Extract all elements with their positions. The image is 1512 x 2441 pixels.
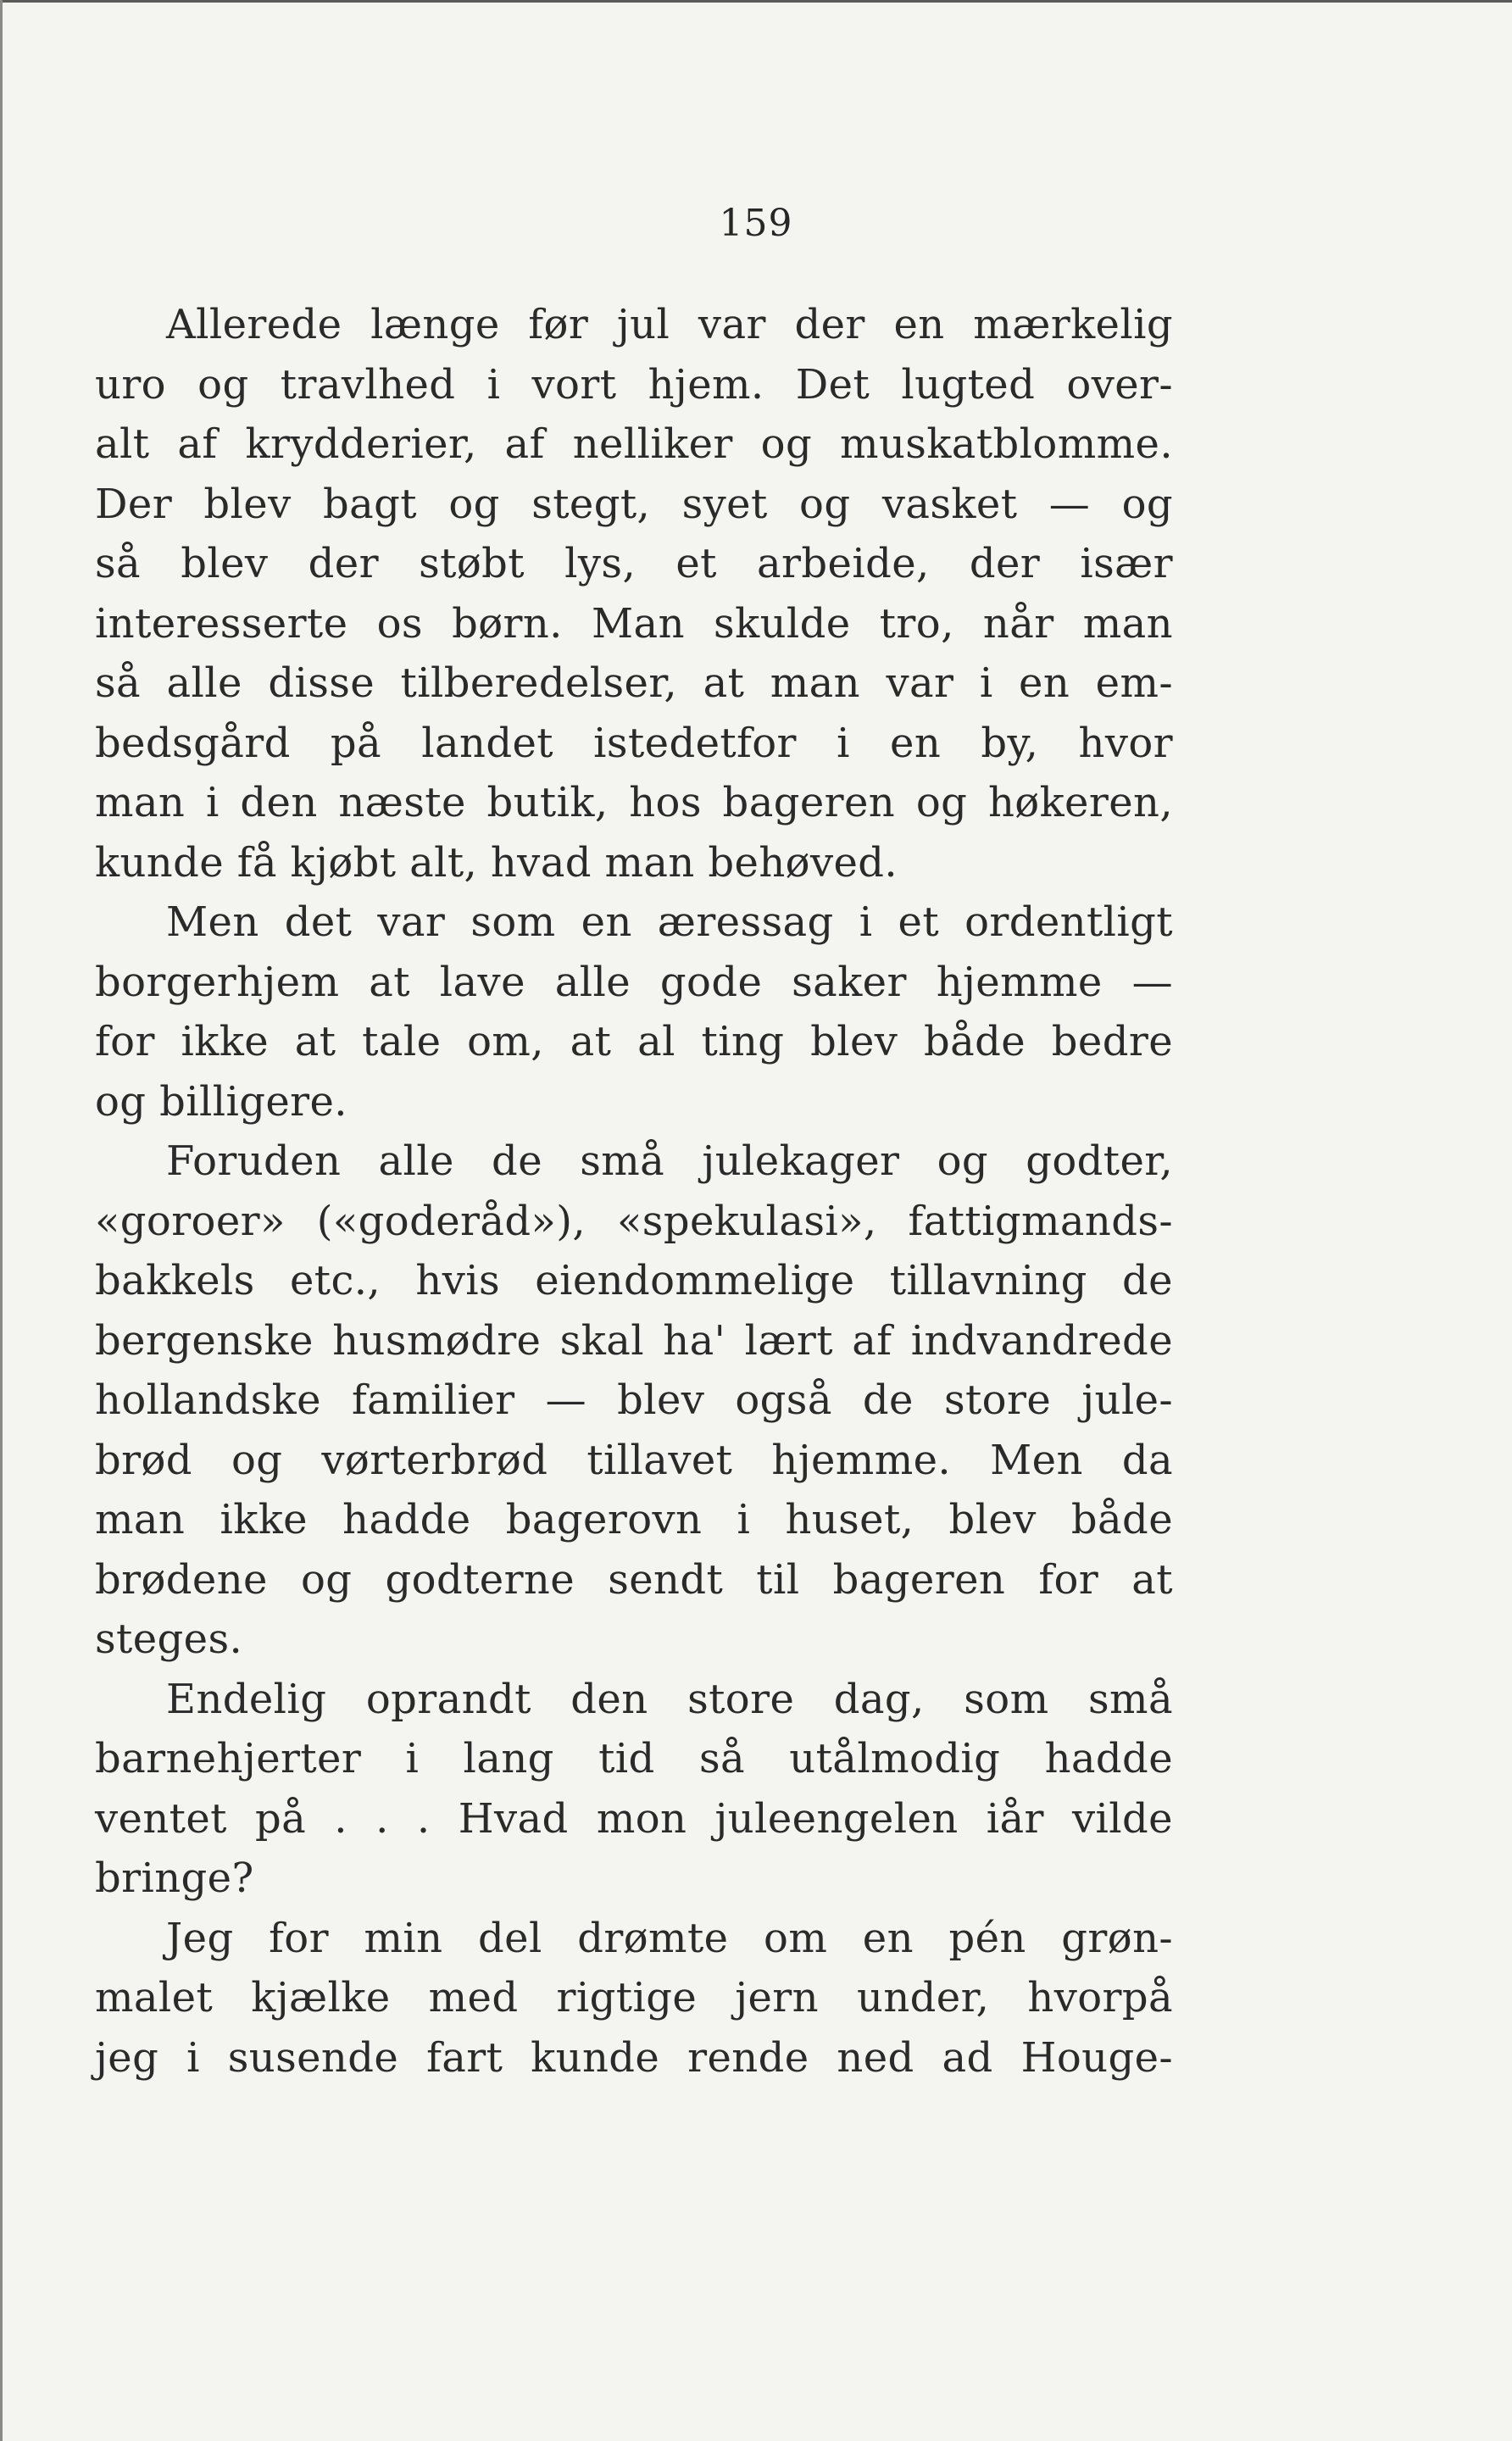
text-line: så alle disse tilberedelser, at man var i en em- (95, 659, 1173, 707)
text-line: bakkels etc., hvis eiendommelige tillavning de (95, 1257, 1173, 1304)
text-line: man i den næste butik, hos bageren og høkeren, (95, 779, 1173, 826)
text-line: ventet på . . . Hvad mon juleengelen iår vilde (95, 1794, 1173, 1843)
page-number: 159 (719, 202, 793, 245)
text-line: barnehjerter i lang tid så utålmodig hadde (95, 1735, 1173, 1782)
page-left-edge (0, 0, 3, 2441)
text-line: man ikke hadde bagerovn i huset, blev både (95, 1496, 1173, 1543)
text-line: kunde få kjøbt alt, hvad man behøved. (95, 838, 898, 887)
text-line: Der blev bagt og stegt, syet og vasket — og (95, 480, 1173, 528)
page-top-edge (0, 0, 1512, 3)
text-line: for ikke at tale om, at al ting blev både bedre (95, 1018, 1173, 1065)
text-line: hollandske familier — blev også de store jule- (95, 1376, 1173, 1424)
text-line: malet kjælke med rigtige jern under, hvorpå (95, 1974, 1173, 2021)
text-line: Allerede længe før jul var der en mærkelig (166, 301, 1173, 348)
text-line: brød og vørterbrød tillavet hjemme. Men da (95, 1436, 1173, 1484)
text-line: interesserte os børn. Man skulde tro, når man (95, 599, 1173, 648)
text-line: bringe? (95, 1854, 254, 1902)
text-line: Foruden alle de små julekager og godter, (166, 1137, 1173, 1185)
text-line: Endelig oprandt den store dag, som små (166, 1675, 1173, 1723)
body-text (95, 295, 1173, 2088)
text-line: uro og travlhed i vort hjem. Det lugted over- (95, 360, 1173, 409)
text-line: bergenske husmødre skal ha' lært af indvandrede (95, 1316, 1173, 1365)
text-line: brødene og godterne sendt til bageren for at (95, 1555, 1173, 1604)
text-line: «goroer» («goderåd»), «spekulasi», fattigmands- (95, 1197, 1173, 1245)
text-line: alt af krydderier, af nelliker og muskatblomme. (95, 420, 1173, 468)
text-line: jeg i susende fart kunde rende ned ad Houge- (95, 2033, 1173, 2082)
text-line: borgerhjem at lave alle gode saker hjemme — (95, 958, 1173, 1006)
text-line: steges. (95, 1615, 243, 1663)
text-line: Men det var som en æressag i et ordentligt (166, 898, 1173, 946)
text-line: bedsgård på landet istedetfor i en by, hvor (95, 719, 1173, 767)
text-line: og billigere. (95, 1077, 347, 1126)
text-line: Jeg for min del drømte om en pén grøn- (166, 1914, 1173, 1962)
text-line: så blev der støbt lys, et arbeide, der især (95, 540, 1173, 587)
